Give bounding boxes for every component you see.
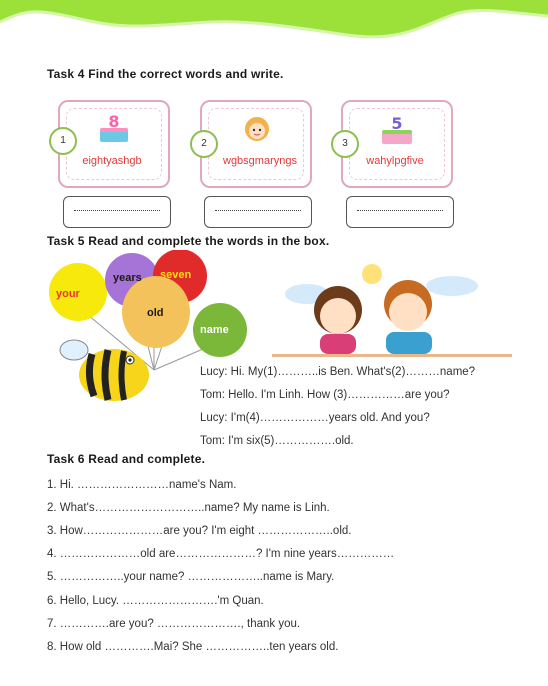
- item-number-3: 3: [331, 130, 359, 158]
- balloon-word-years: years: [113, 272, 142, 284]
- dialogue-line-1: Lucy: Hi. My(1)………..is Ben. What's(2)………name?: [200, 366, 476, 378]
- task6-line-2: 2. What's………………………..name? My name is Linh.: [47, 502, 330, 514]
- scrambled-word-3: wahylpgfive: [366, 155, 424, 167]
- svg-text:8: 8: [108, 112, 120, 131]
- number-five-cake-icon: [378, 112, 416, 148]
- task6-title: Task 6 Read and complete.: [47, 452, 206, 466]
- task6-line-1: 1. Hi. ……………………name's Nam.: [47, 479, 237, 491]
- dialogue-line-2: Tom: Hello. I'm Linh. How (3)……………are you?: [200, 389, 450, 401]
- svg-text:5: 5: [391, 114, 403, 133]
- girl-face-icon: [242, 114, 272, 144]
- item-number-1: 1: [49, 127, 77, 155]
- answer-box-2[interactable]: [204, 196, 312, 228]
- balloon-word-your: your: [56, 288, 80, 300]
- task6-line-4: 4. …………………old are…………………? I'm nine years……………: [47, 548, 395, 560]
- kids-illustration: [272, 262, 512, 362]
- task6-line-3: 3. How…………………are you? I'm eight ………………..old.: [47, 525, 352, 537]
- balloon-word-old: old: [147, 307, 164, 319]
- scrambled-word-2: wgbsgmaryngs: [223, 155, 297, 167]
- task4-title: Task 4 Find the correct words and write.: [47, 67, 284, 81]
- task6-line-6: 6. Hello, Lucy. …………………….'m Quan.: [47, 595, 264, 607]
- balloon-word-seven: seven: [160, 269, 192, 281]
- header-wave: [0, 0, 548, 48]
- answer-box-3[interactable]: [346, 196, 454, 228]
- answer-box-1[interactable]: [63, 196, 171, 228]
- dialogue-line-3: Lucy: I'm(4)………………years old. And you?: [200, 412, 430, 424]
- scrambled-word-1: eightyashgb: [82, 155, 142, 167]
- balloon-word-name: name: [200, 324, 229, 336]
- item-number-2: 2: [190, 130, 218, 158]
- task6-line-8: 8. How old ………….Mai? She ……………..ten years old.: [47, 641, 339, 653]
- birthday-cake-icon: [96, 112, 132, 146]
- dialogue-line-4: Tom: I'm six(5)…………….old.: [200, 435, 354, 447]
- task6-line-7: 7. ………….are you? …………………., thank you.: [47, 618, 301, 630]
- task6-line-5: 5. ……………..your name? ………………..name is Mary.: [47, 571, 335, 583]
- task5-title: Task 5 Read and complete the words in the box.: [47, 234, 330, 248]
